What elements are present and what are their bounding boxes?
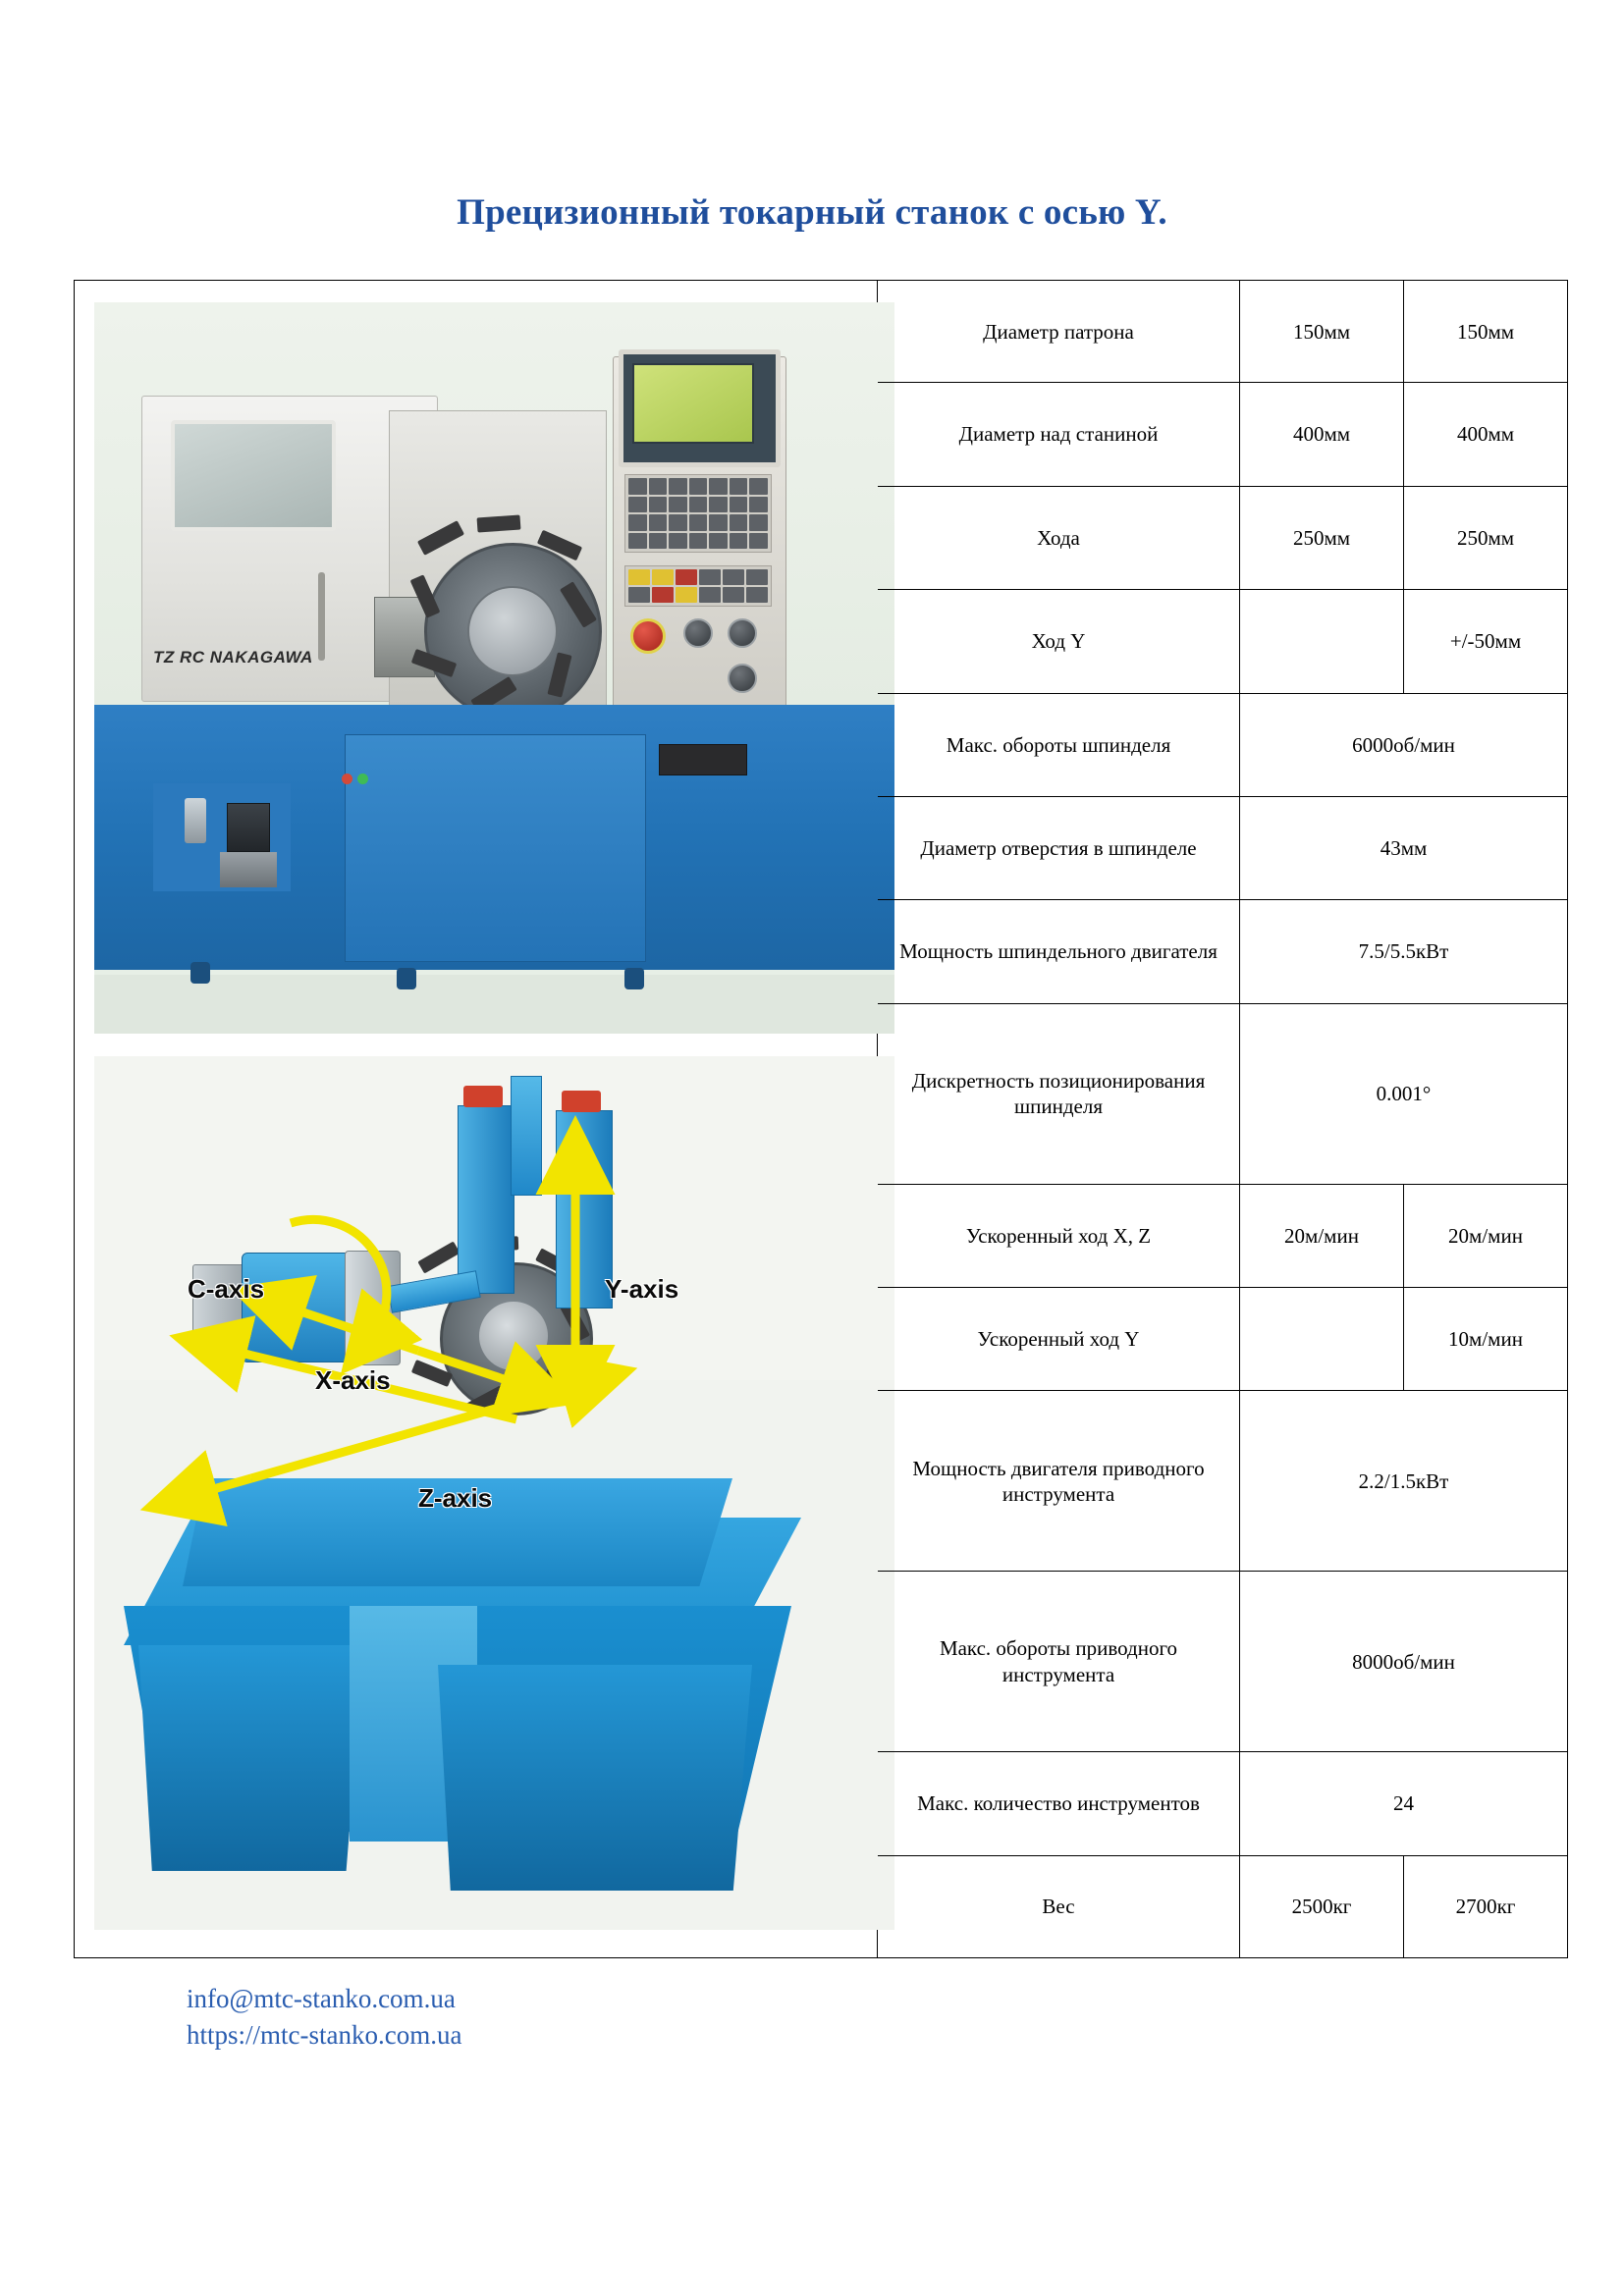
table-row [878,1184,1567,1287]
axis-diagram [94,1056,894,1930]
machine-foot [624,968,644,989]
spec-value-1: 6000об/мин [1240,693,1568,796]
specifications-column [878,281,1567,1957]
axis-label-c: C-axis [188,1274,265,1304]
status-led-red [342,774,352,784]
keypad-key[interactable] [628,533,647,550]
contact-website[interactable]: https://mtc-stanko.com.ua [187,2020,462,2051]
page-title: Прецизионный токарный станок с осью Y. [457,192,1167,233]
keypad-key[interactable] [669,533,687,550]
keypad-key[interactable] [749,497,768,513]
keypad-key[interactable] [649,478,668,495]
spec-label: Макс. количество инструментов [878,1752,1240,1855]
table-row [878,590,1567,693]
spec-label: Макс. обороты приводного инструмента [878,1572,1240,1752]
keypad-key[interactable] [730,478,748,495]
spec-label: Мощность двигателя приводного инструмента [878,1391,1240,1572]
spindle-override-knob[interactable] [728,664,757,693]
axis-label-y: Y-axis [605,1274,679,1304]
spec-value-1: 43мм [1240,796,1568,899]
spec-value-1 [1240,590,1404,693]
spec-value-2: 2700кг [1404,1855,1568,1957]
contact-email[interactable]: info@mtc-stanko.com.ua [187,1984,456,2013]
function-key[interactable] [723,587,744,603]
status-led-green [357,774,368,784]
spec-label: Мощность шпиндельного двигателя [878,900,1240,1003]
turret-tool [477,514,521,532]
function-key[interactable] [699,569,721,585]
spec-value-1: 400мм [1240,383,1404,486]
keypad-key[interactable] [669,478,687,495]
spec-value-1: 7.5/5.5кВт [1240,900,1568,1003]
pneumatic-unit [227,803,270,852]
keypad-key[interactable] [628,497,647,513]
function-key[interactable] [676,587,697,603]
spec-value-1: 20м/мин [1240,1184,1404,1287]
spec-value-1: 150мм [1240,281,1404,383]
machine-front-panel [345,734,646,962]
machine-nameplate [659,744,747,775]
keypad-key[interactable] [709,478,728,495]
spec-label: Хода [878,486,1240,589]
table-row [878,1003,1567,1184]
keypad-key[interactable] [749,514,768,531]
keypad-key[interactable] [628,514,647,531]
keypad-key[interactable] [689,514,708,531]
keypad-key[interactable] [749,533,768,550]
keypad-key[interactable] [689,478,708,495]
machine-foot [397,968,416,989]
function-key[interactable] [746,587,768,603]
table-row [878,1288,1567,1391]
emergency-stop-button[interactable] [630,618,666,654]
spec-value-2: +/-50мм [1404,590,1568,693]
spec-label: Ускоренный ход Y [878,1288,1240,1391]
function-key[interactable] [628,587,650,603]
cnc-function-keys[interactable] [624,565,772,607]
axis-arrows [94,1056,894,1930]
spec-label: Диаметр патрона [878,281,1240,383]
keypad-key[interactable] [709,497,728,513]
images-column [75,281,878,1957]
keypad-key[interactable] [709,533,728,550]
spec-value-2: 250мм [1404,486,1568,589]
spec-value-1 [1240,1288,1404,1391]
spec-label: Ход Y [878,590,1240,693]
content-frame [74,280,1568,1958]
function-key[interactable] [723,569,744,585]
contact-info [187,1981,461,2055]
table-row [878,693,1567,796]
spec-label: Диаметр отверстия в шпинделе [878,796,1240,899]
table-row [878,796,1567,899]
spec-value-1: 250мм [1240,486,1404,589]
function-key[interactable] [652,587,674,603]
spec-value-1: 8000об/мин [1240,1572,1568,1752]
spec-value-2: 150мм [1404,281,1568,383]
spec-value-2: 10м/мин [1404,1288,1568,1391]
function-key[interactable] [676,569,697,585]
keypad-key[interactable] [730,497,748,513]
keypad-key[interactable] [689,497,708,513]
keypad-key[interactable] [689,533,708,550]
machine-window [171,420,336,531]
keypad-key[interactable] [709,514,728,531]
keypad-key[interactable] [628,478,647,495]
table-row [878,1572,1567,1752]
specifications-table [878,281,1567,1957]
lubrication-canister [185,798,206,843]
spec-value-2: 20м/мин [1404,1184,1568,1287]
keypad-key[interactable] [749,478,768,495]
spec-value-2: 400мм [1404,383,1568,486]
feed-override-knob[interactable] [728,618,757,648]
spec-value-1: 24 [1240,1752,1568,1855]
keypad-key[interactable] [730,514,748,531]
table-row [878,1391,1567,1572]
spec-label: Диаметр над станиной [878,383,1240,486]
keypad-key[interactable] [669,514,687,531]
function-key[interactable] [652,569,674,585]
table-row [878,1752,1567,1855]
cnc-keypad[interactable] [624,474,772,553]
spec-label: Ускоренный ход X, Z [878,1184,1240,1287]
machine-foot [190,962,210,984]
spec-label: Макс. обороты шпинделя [878,693,1240,796]
spec-label: Вес [878,1855,1240,1957]
spec-value-1: 2500кг [1240,1855,1404,1957]
keypad-key[interactable] [649,533,668,550]
keypad-key[interactable] [669,497,687,513]
machine-door-handle [318,572,325,661]
control-box [220,852,277,887]
table-row [878,1855,1567,1957]
table-row [878,900,1567,1003]
function-key[interactable] [746,569,768,585]
function-key[interactable] [699,587,721,603]
axis-label-x: X-axis [315,1365,391,1395]
selector-knob[interactable] [683,618,713,648]
keypad-key[interactable] [730,533,748,550]
keypad-key[interactable] [649,514,668,531]
axis-label-z: Z-axis [418,1483,493,1513]
function-key[interactable] [628,569,650,585]
spec-label: Дискретность позиционирования шпинделя [878,1003,1240,1184]
spec-value-1: 2.2/1.5кВт [1240,1391,1568,1572]
machine-brand-logo: TZ RC NAKAGAWA [153,648,313,667]
spec-value-1: 0.001° [1240,1003,1568,1184]
table-row [878,281,1567,383]
cnc-display-screen [632,363,754,444]
cnc-lathe-photo [94,302,894,1034]
table-row [878,486,1567,589]
tool-turret-hub [467,586,558,676]
keypad-key[interactable] [649,497,668,513]
table-row [878,383,1567,486]
photo-floor [94,975,894,1034]
